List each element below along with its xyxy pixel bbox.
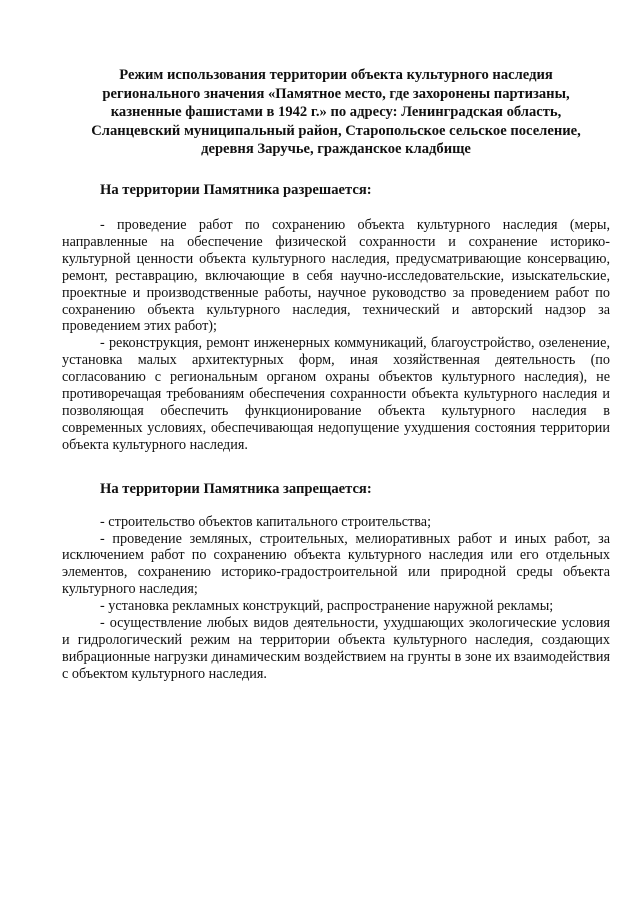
title-line: Сланцевский муниципальный район, Старопольское сельское поселение, xyxy=(91,122,581,139)
title-line: регионального значения «Памятное место, где захоронены партизаны, xyxy=(102,85,570,102)
title-line: деревня Заручье, гражданское кладбище xyxy=(201,141,471,158)
forbidden-list xyxy=(62,514,610,683)
allowed-heading: На территории Памятника разрешается: xyxy=(100,181,372,198)
forbidden-item: - строительство объектов капитального строительства; xyxy=(100,513,432,530)
forbidden-item: - проведение земляных, строительных, мелиоративных работ и иных работ, за исключением работ по сохранению объекта культурного наследия или его отдельных элементов, сохранению историко-градостроительной или природной среды объекта культурного наследия; xyxy=(62,530,610,598)
title-line: Режим использования территории объекта культурного наследия xyxy=(119,67,553,83)
forbidden-item: - установка рекламных конструкций, распространение наружной рекламы; xyxy=(100,598,554,615)
document-title xyxy=(62,66,610,159)
forbidden-item: - осуществление любых видов деятельности, ухудшающих экологические условия и гидрологический режим на территории объекта культурного наследия, создающих вибрационные нагрузки динамическим воздействием на грунты в зоне их взаимодействия с объектом культурного наследия. xyxy=(62,615,610,682)
allowed-item: - реконструкция, ремонт инженерных коммуникаций, благоустройство, озеленение, установка малых архитектурных форм, иная хозяйственная деятельность (по согласованию с региональным органом охраны объектов культурного наследия), не противоречащая требованиям обеспечения сохранности объекта культурного наследия и позволяющая обеспечить функционирование объекта культурного наследия в современных условиях, обеспечивающая недопущение ухудшения состояния территории объекта культурного наследия. xyxy=(62,335,610,453)
allowed-list xyxy=(62,217,610,454)
forbidden-heading: На территории Памятника запрещается: xyxy=(100,480,372,497)
title-line: казненные фашистами в 1942 г.» по адресу: Ленинградская область, xyxy=(110,104,562,121)
document-page xyxy=(62,66,610,683)
allowed-item: - проведение работ по сохранению объекта культурного наследия (меры, направленные на обеспечение физической сохранности и сохранение историко-культурной ценности объекта культурного наследия, предусматривающие консервацию, ремонт, реставрацию, включающие в себя научно-исследовательские, изыскательские, проектные и производственные работы, научное руководство за проведением работ по сохранению объекта культурного наследия, технический и авторский надзор за проведением этих работ); xyxy=(62,216,610,335)
